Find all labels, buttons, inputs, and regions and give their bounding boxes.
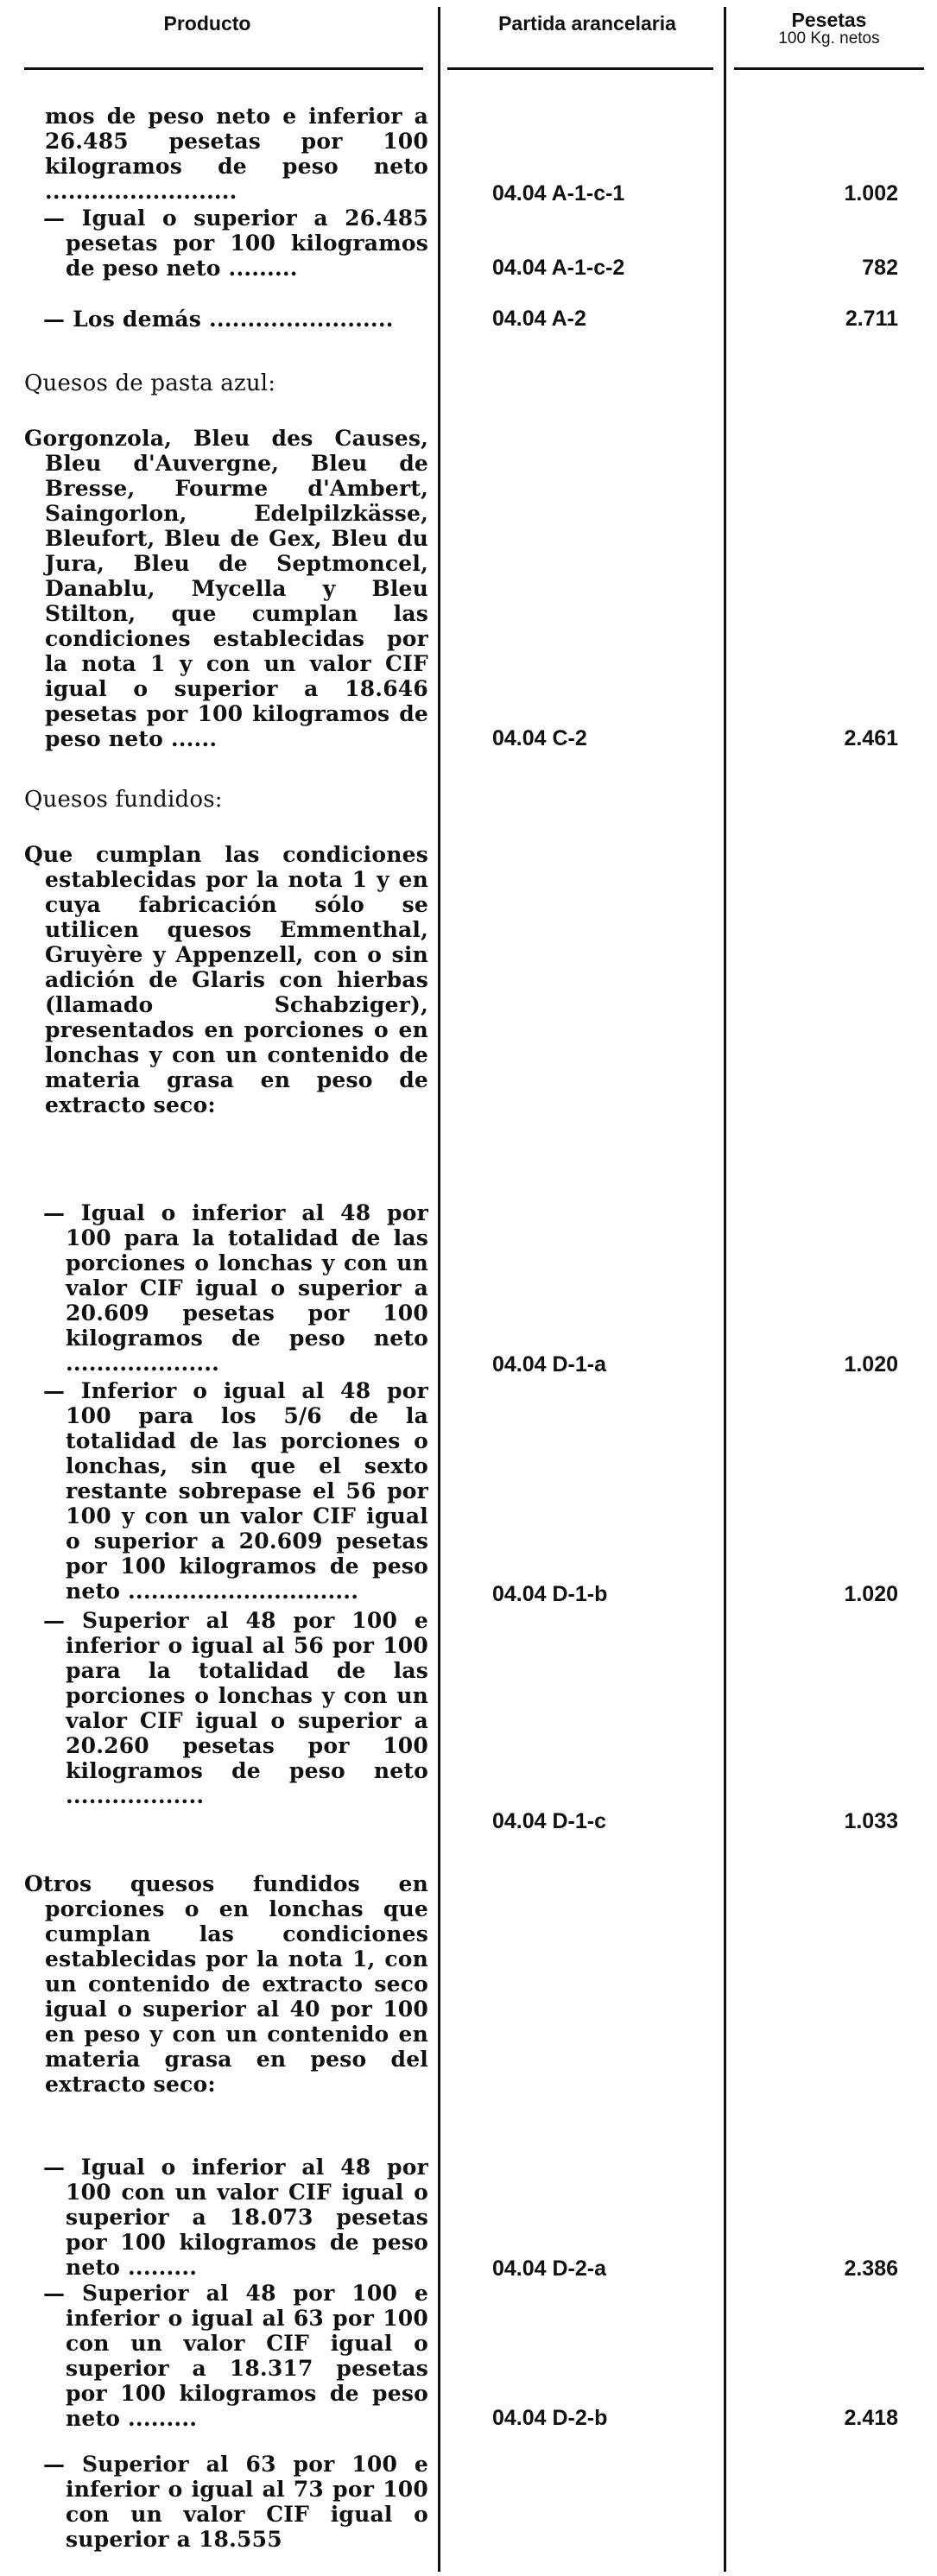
- column-header-pesetas: [734, 10, 924, 48]
- product-text: — Superior al 63 por 100 e inferior o igual al 73 por 100 con un valor CIF igual o superior a 18.555: [43, 2452, 428, 2552]
- price-value: 2.386: [844, 2256, 898, 2281]
- price-value: 2.418: [844, 2406, 898, 2430]
- tariff-code: 04.04 D-1-b: [492, 1582, 608, 1606]
- product-text: — Los demás ........................: [43, 307, 394, 332]
- pesetas-label: Pesetas: [791, 9, 867, 31]
- tariff-code: 04.04 D-2-a: [492, 2256, 607, 2281]
- header-rule-producto: [24, 67, 423, 70]
- product-text: — Igual o superior a 26.485 pesetas por 100 kilogramos de peso neto .........: [43, 206, 428, 281]
- price-value: 2.711: [845, 307, 898, 331]
- product-text: Otros quesos fundidos en porciones o en lonchas que cumplan las condiciones establecidas por la nota 1, con un contenido de extracto seco igual o superior al 40 por 100 en peso y con un contenido en materia grasa en peso del extracto seco:: [24, 1871, 428, 2097]
- price-value: 1.033: [844, 1809, 898, 1833]
- tariff-code: 04.04 A-1-c-1: [492, 181, 625, 206]
- product-text: Gorgonzola, Bleu des Causes, Bleu d'Auvergne, Bleu de Bresse, Fourme d'Ambert, Saingorlon, Edelpilzkässe, Bleufort, Bleu de Gex, Bleu du Jura, Bleu de Septmoncel, Danablu, Mycella y Bleu Stilton, que cumplan las condiciones establecidas por la nota 1 y con un valor CIF igual o superior a 18.646 pesetas por 100 kilogramos de peso neto ......: [24, 426, 428, 751]
- tariff-code: 04.04 D-2-b: [492, 2406, 608, 2430]
- column-divider-left: [438, 7, 440, 2572]
- tariff-code: 04.04 A-2: [492, 307, 586, 331]
- product-text: Quesos de pasta azul:: [24, 370, 276, 396]
- header-rule-pesetas: [734, 67, 924, 70]
- product-text: — Igual o inferior al 48 por 100 para la totalidad de las porciones o lonchas y con un valor CIF igual o superior a 20.609 pesetas por 100 kilogramos de peso neto ....................: [43, 1200, 428, 1376]
- column-header-producto: Producto: [163, 12, 251, 35]
- price-value: 1.002: [844, 181, 898, 206]
- tariff-code: 04.04 A-1-c-2: [492, 256, 625, 280]
- price-value: 782: [862, 256, 898, 280]
- price-value: 1.020: [844, 1582, 898, 1606]
- product-text: Que cumplan las condiciones establecidas por la nota 1 y en cuya fabricación sólo se utilicen quesos Emmenthal, Gruyère y Appenzell, con o sin adición de Glaris con hierbas (llamado Schabziger), presentados en porciones o en lonchas y con un contenido de materia grasa en peso de extracto seco:: [24, 842, 428, 1117]
- product-text: Quesos fundidos:: [24, 787, 223, 813]
- column-divider-right: [724, 7, 726, 2572]
- tariff-code: 04.04 D-1-a: [492, 1352, 607, 1377]
- product-text: — Superior al 48 por 100 e inferior o igual al 56 por 100 para la totalidad de las porciones o lonchas y con un valor CIF igual o superior a 20.260 pesetas por 100 kilogramos de peso neto ..................: [43, 1608, 428, 1808]
- price-value: 1.020: [844, 1352, 898, 1377]
- pesetas-unit: 100 Kg. netos: [778, 29, 880, 47]
- column-header-partida: Partida arancelaria: [498, 12, 676, 35]
- tariff-code: 04.04 D-1-c: [492, 1809, 607, 1833]
- product-text: — Superior al 48 por 100 e inferior o igual al 63 por 100 con un valor CIF igual o superior a 18.317 pesetas por 100 kilogramos de peso neto .........: [43, 2281, 428, 2431]
- product-text: — Igual o inferior al 48 por 100 con un valor CIF igual o superior a 18.073 pesetas por 100 kilogramos de peso neto .........: [43, 2155, 428, 2280]
- header-rule-partida: [447, 67, 713, 70]
- tariff-code: 04.04 C-2: [492, 726, 587, 750]
- product-text: mos de peso neto e inferior a 26.485 pesetas por 100 kilogramos de peso neto .........................: [45, 104, 428, 204]
- price-value: 2.461: [844, 726, 898, 750]
- product-text: — Inferior o igual al 48 por 100 para los 5/6 de la totalidad de las porciones o lonchas, sin que el sexto restante sobrepase el 56 por 100 y con un valor CIF igual o superior a 20.609 pesetas por 100 kilogramos de peso neto ..............................: [43, 1378, 428, 1604]
